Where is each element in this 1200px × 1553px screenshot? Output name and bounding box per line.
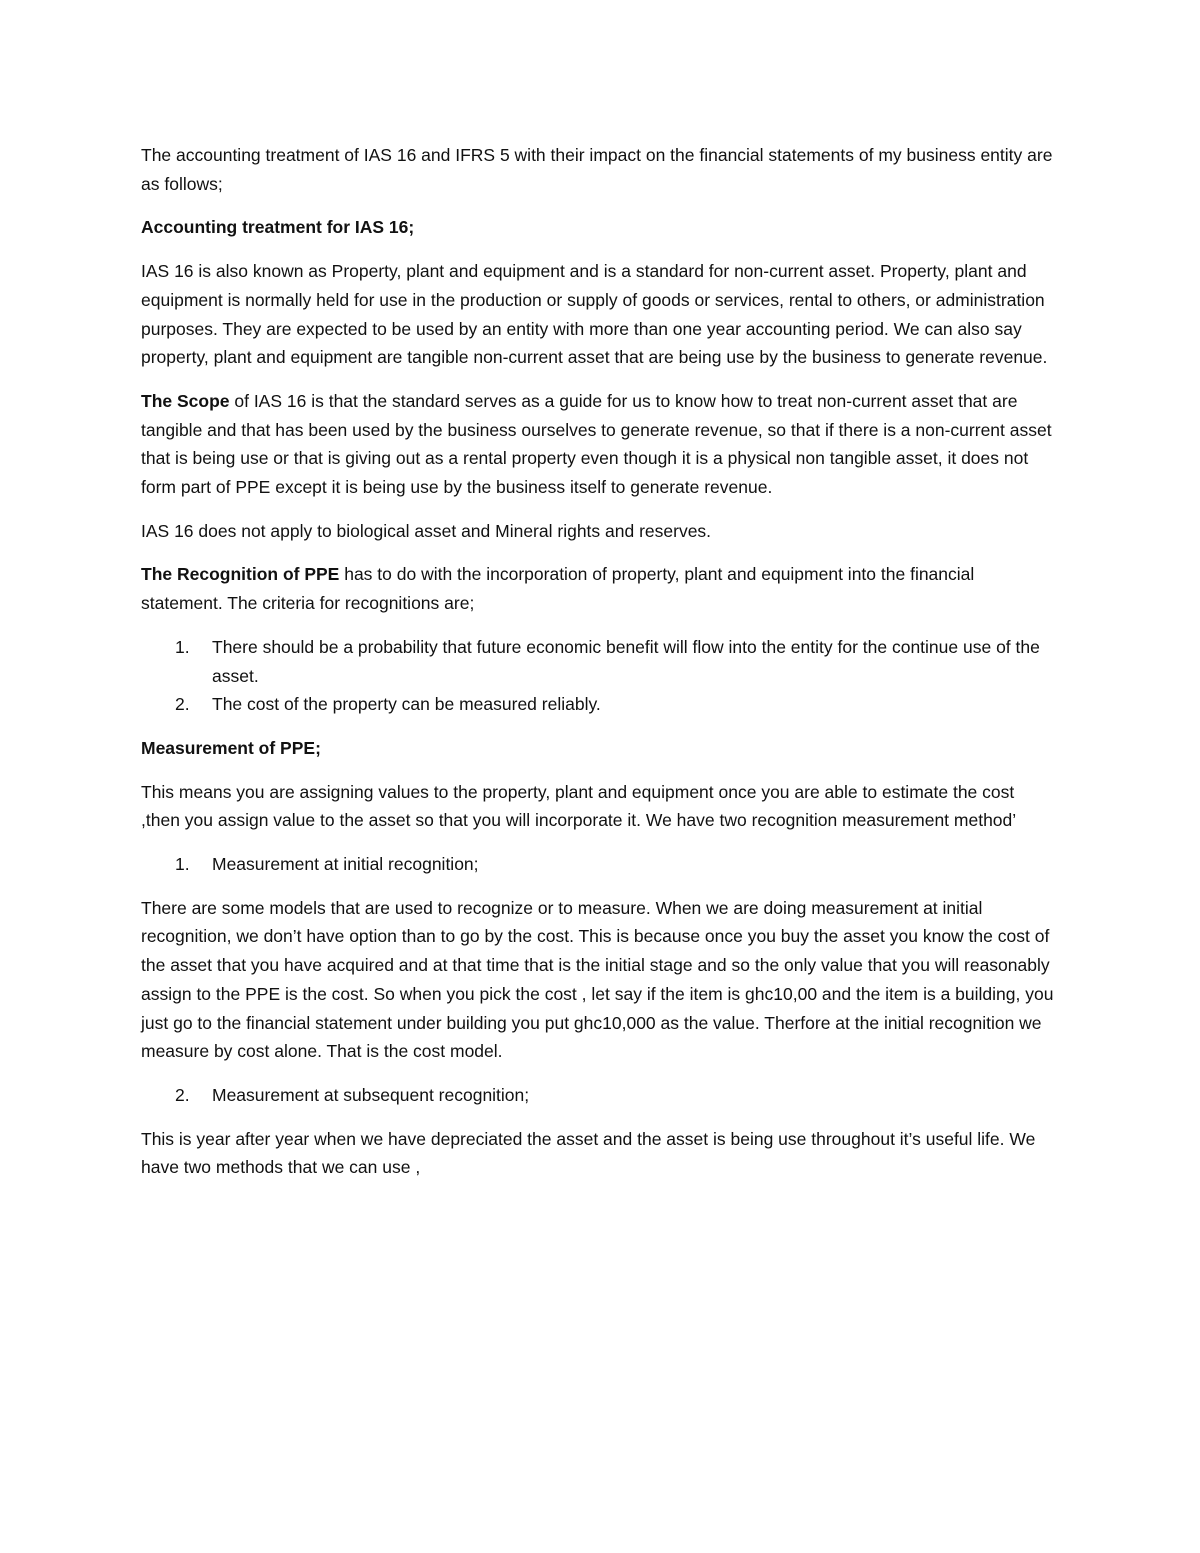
list-number: 1. [175,854,190,875]
list-number: 2. [175,694,190,715]
initial-recognition-list [141,850,1056,879]
heading-ias16 [141,213,1056,242]
document-page [141,141,1056,1197]
subsequent-recognition-paragraph: This is year after year when we have depreciated the asset and the asset is being use throughout it’s useful life. We have two methods that we can use , [141,1128,1036,1178]
list-item [141,1081,1056,1110]
ias16-paragraph: IAS 16 is also known as Property, plant and equipment and is a standard for non-current asset. Property, plant and equipment is normally held for use in the production or supply of goods or services, rental to others, or administration purposes. They are expected to be used by an entity with more than one year accounting period. We can also say property, plant and equipment are tangible non-current asset that are being use by the business to generate revenue. [141,261,1048,368]
list-text: There should be a probability that future economic benefit will flow into the entity for the continue use of the asset. [212,636,1040,686]
list-text: The cost of the property can be measured reliably. [212,694,601,715]
heading-measurement-text: Measurement of PPE; [141,737,321,758]
list-item [141,633,1056,690]
scope-paragraph [141,387,1056,502]
recognition-criteria-list [141,633,1056,719]
list-text: Measurement at initial recognition; [212,854,479,875]
not-apply-paragraph: IAS 16 does not apply to biological asset and Mineral rights and reserves. [141,520,712,541]
subsequent-recognition-list [141,1081,1056,1110]
list-text: Measurement at subsequent recognition; [212,1084,530,1105]
scope-label: The Scope [141,390,230,411]
heading-ias16-text: Accounting treatment for IAS 16; [141,217,415,238]
scope-text: of IAS 16 is that the standard serves as a guide for us to know how to treat non-current asset that are tangible and that has been used by the business ourselves to generate revenue, so that if there is a non-current asset that is being use or that is giving out as a rental property even though it is a physical non tangible asset, it does not form part of PPE except it is being use by the business itself to generate revenue. [141,390,1052,498]
list-number: 2. [175,1084,190,1105]
recognition-paragraph [141,560,1056,617]
recognition-label: The Recognition of PPE [141,564,340,585]
list-number: 1. [175,636,190,657]
heading-measurement [141,734,1056,763]
measurement-paragraph: This means you are assigning values to the property, plant and equipment once you are able to estimate the cost ,then you assign value to the asset so that you will incorporate it. We have two recognition measurement method’ [141,781,1017,831]
recognition-text: has to do with the incorporation of property, plant and equipment into the financial statement. The criteria for recognitions are; [141,564,975,614]
intro-paragraph: The accounting treatment of IAS 16 and IFRS 5 with their impact on the financial statements of my business entity are as follows; [141,145,1053,194]
initial-recognition-paragraph: There are some models that are used to recognize or to measure. When we are doing measurement at initial recognition, we don’t have option than to go by the cost. This is because once you buy the asset you know the cost of the asset that you have acquired and at that time that is the initial stage and so the only value that you will reasonably assign to the PPE is the cost. So when you pick the cost , let say if the item is ghc10,00 and the item is a building, you just go to the financial statement under building you put ghc10,000 as the value. Therfore at the initial recognition we measure by cost alone. That is the cost model. [141,897,1054,1062]
list-item [141,850,1056,879]
list-item [141,690,1056,719]
